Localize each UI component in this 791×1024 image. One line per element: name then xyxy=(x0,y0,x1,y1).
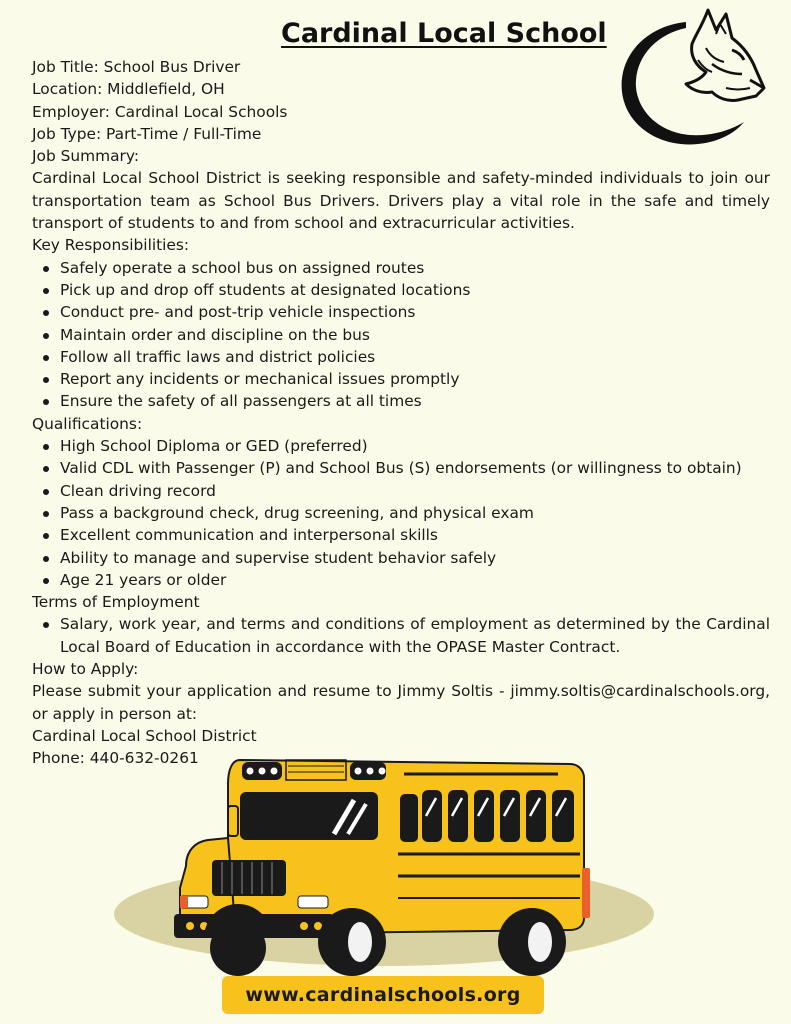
list-item: Pass a background check, drug screening, and physical exam xyxy=(32,502,770,524)
list-item: Valid CDL with Passenger (P) and School Bus (S) endorsements (or willingness to obtain) xyxy=(32,457,770,479)
bus-body xyxy=(228,760,584,934)
job-title-line: Job Title: School Bus Driver xyxy=(32,58,241,76)
job-posting xyxy=(32,56,770,770)
terms-list xyxy=(32,613,770,658)
website-url[interactable]: www.cardinalschools.org xyxy=(245,984,521,1006)
responsibilities-list xyxy=(32,257,770,413)
phone-line: Phone: 440-632-0261 xyxy=(32,749,199,768)
job-type-line: Job Type: Part-Time / Full-Time xyxy=(32,124,262,143)
list-item: Follow all traffic laws and district policies xyxy=(32,346,770,368)
terms-heading: Terms of Employment xyxy=(32,593,200,612)
apply-text: Please submit your application and resume to Jimmy Soltis - jimmy.soltis@cardinalschools.org, or apply in person at: xyxy=(32,682,770,723)
list-item: Ability to manage and supervise student behavior safely xyxy=(32,547,770,569)
list-item: Report any incidents or mechanical issues promptly xyxy=(32,368,770,390)
qualifications-heading: Qualifications: xyxy=(32,414,143,433)
list-item: Salary, work year, and terms and conditions of employment as determined by the Cardinal Local Board of Education in accordance with the OPASE Master Contract. xyxy=(32,613,770,658)
list-item: Clean driving record xyxy=(32,480,770,502)
responsibilities-heading: Key Responsibilities: xyxy=(32,236,190,255)
employer-line: Employer: Cardinal Local Schools xyxy=(32,102,288,121)
list-item: Maintain order and discipline on the bus xyxy=(32,324,770,346)
school-bus-illustration xyxy=(108,748,658,978)
apply-heading: How to Apply: xyxy=(32,660,139,679)
location-line: Location: Middlefield, OH xyxy=(32,80,225,99)
website-banner[interactable] xyxy=(222,976,544,1014)
list-item: Safely operate a school bus on assigned routes xyxy=(32,257,770,279)
list-item: High School Diploma or GED (preferred) xyxy=(32,435,770,457)
list-item: Age 21 years or older xyxy=(32,569,770,591)
list-item: Pick up and drop off students at designated locations xyxy=(32,279,770,301)
summary-text: Cardinal Local School District is seeking responsible and safety-minded individuals to join our transportation team as School Bus Drivers. Drivers play a vital role in the safe and timely transport of students to and from school and extracurricular activities. xyxy=(32,169,770,233)
district-name: Cardinal Local School District xyxy=(32,726,257,745)
list-item: Conduct pre- and post-trip vehicle inspections xyxy=(32,301,770,323)
summary-heading: Job Summary: xyxy=(32,147,140,166)
qualifications-list xyxy=(32,435,770,591)
page-title: Cardinal Local School xyxy=(281,18,607,49)
list-item: Excellent communication and interpersonal skills xyxy=(32,524,770,546)
list-item: Ensure the safety of all passengers at all times xyxy=(32,390,770,412)
